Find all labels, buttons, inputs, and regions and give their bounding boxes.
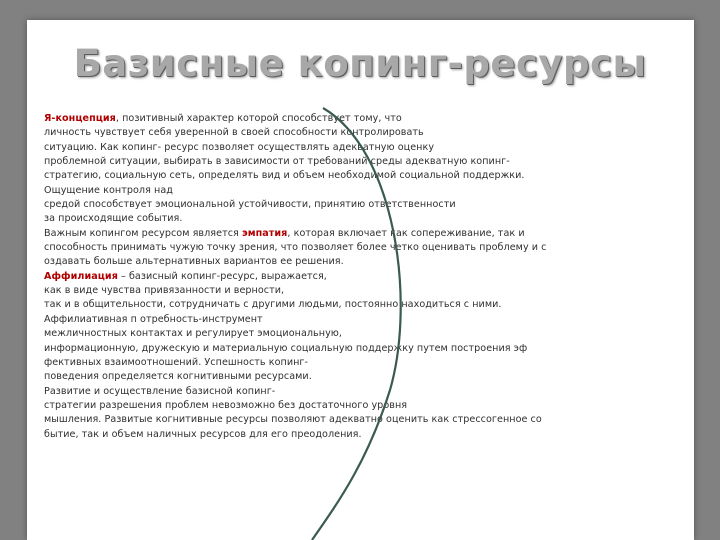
text-line: [44, 342, 664, 356]
text-segment: Аффилиативная п отребность-инструмент: [44, 313, 263, 325]
text-segment: Важным копингом ресурсом является: [44, 227, 242, 239]
text-segment: фективных взаимоотношений. Успешность копинг-: [44, 356, 309, 368]
text-line: [44, 428, 664, 442]
text-segment: Ощущение контроля над: [44, 184, 173, 196]
text-line: [44, 212, 664, 226]
text-line: [44, 284, 664, 298]
highlight-term: Аффилиация: [44, 270, 118, 282]
text-segment: межличностных контактах и регулирует эмоциональную,: [44, 328, 343, 340]
text-line: [44, 255, 664, 269]
text-segment: средой способствует эмоциональной устойчивости, принятию ответственности: [44, 199, 456, 211]
text-segment: так и в общительности, сотрудничать с другими людьми, постоянно находиться с ними.: [44, 299, 502, 311]
text-line: [44, 227, 664, 241]
text-segment: поведения определяется когнитивными ресурсами.: [44, 371, 312, 383]
text-segment: , которая включает как сопереживание, так и: [287, 227, 525, 239]
text-segment: личность чувствует себя уверенной в своей способности контролировать: [44, 127, 424, 139]
text-line: [44, 385, 664, 399]
text-segment: способность принимать чужую точку зрения, что позволяет более четко оценивать проблему и с: [44, 242, 547, 254]
slide-body-text: [44, 112, 664, 442]
text-segment: информационную, дружескую и материальную социальную поддержку путем построения эф: [44, 342, 528, 354]
text-segment: оздавать больше альтернативных вариантов ее решения.: [44, 256, 344, 268]
text-segment: – базисный копинг-ресурс, выражается,: [117, 270, 327, 282]
text-line: [44, 327, 664, 341]
text-segment: как в виде чувства привязанности и верности,: [44, 285, 285, 297]
text-segment: стратегию, социальную сеть, определять вид и объем необходимой социальной поддержки.: [44, 170, 525, 182]
text-line: [44, 126, 664, 140]
text-line: [44, 198, 664, 212]
text-segment: стратегии разрешения проблем невозможно без достаточного уровня: [44, 399, 408, 411]
text-line: [44, 241, 664, 255]
text-segment: бытие, так и объем наличных ресурсов для его преодоления.: [44, 428, 362, 440]
slide-title: Базисные копинг-ресурсы: [73, 42, 647, 85]
text-line: [44, 413, 664, 427]
text-line: [44, 313, 664, 327]
text-line: [44, 141, 664, 155]
text-line: [44, 356, 664, 370]
highlight-term: Я-концепция: [44, 113, 116, 124]
text-segment: мышления. Развитые когнитивные ресурсы позволяют адекватно оценить как стрессогенное со: [44, 414, 542, 426]
text-line: [44, 112, 664, 126]
text-line: [44, 370, 664, 384]
highlight-term: эмпатия: [241, 227, 288, 239]
text-line: [44, 399, 664, 413]
text-line: [44, 184, 664, 198]
text-segment: проблемной ситуации, выбирать в зависимости от требований среды адекватную копинг-: [44, 156, 510, 168]
text-line: [44, 270, 664, 284]
text-segment: ситуацию. Как копинг- ресурс позволяет осуществлять адекватную оценку: [44, 141, 435, 153]
text-line: [44, 169, 664, 183]
text-segment: за происходящие события.: [44, 213, 183, 225]
text-line: [44, 298, 664, 312]
text-segment: Развитие и осуществление базисной копинг-: [44, 385, 276, 397]
text-line: [44, 155, 664, 169]
text-segment: , позитивный характер которой способствует тому, что: [115, 113, 402, 124]
